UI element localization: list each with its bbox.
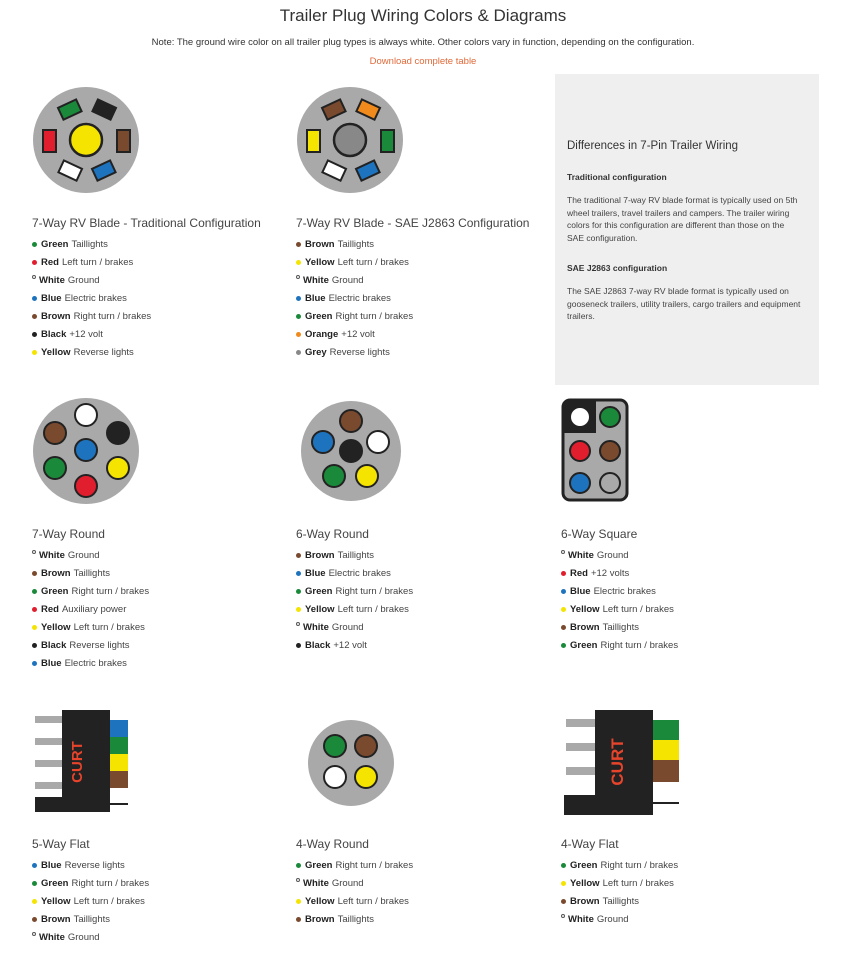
black-wire-dot	[32, 643, 37, 648]
curt-logo: CURT	[69, 741, 86, 783]
blue-wire-dot	[32, 863, 37, 868]
wire-color: Blue	[305, 568, 326, 580]
wire-item	[296, 636, 413, 654]
wire-item	[32, 547, 149, 565]
section-title: 6-Way Square	[561, 527, 638, 541]
wire-function: Taillights	[602, 622, 639, 633]
wire-function: Right turn / brakes	[600, 860, 679, 872]
wire-item	[296, 547, 413, 565]
black-wire-dot	[32, 332, 37, 337]
wire-color: Red	[41, 604, 59, 616]
red-wire-dot	[561, 571, 566, 576]
wire-color: Green	[570, 860, 598, 872]
wire-color: Yellow	[41, 346, 71, 358]
wire-color: White	[303, 878, 329, 890]
section-title: 7-Way Round	[32, 527, 105, 541]
wire-item	[561, 636, 678, 654]
7way-rv-traditional-diagram	[32, 86, 142, 196]
yellow-wire-dot	[32, 625, 37, 630]
wire-item	[561, 547, 678, 565]
wire-item	[296, 236, 413, 254]
yellow-wire-dot	[296, 260, 301, 265]
yellow-wire-dot	[296, 899, 301, 904]
wire-color: Black	[41, 639, 67, 651]
wire-item	[561, 619, 678, 637]
white-wire-marker	[561, 550, 565, 554]
wire-function: Electric brakes	[328, 293, 391, 305]
traditional-text: The traditional 7-way RV blade format is typically used on 5th wheel trailers, travel trailers and campers. The trailer wiring colors for this configuration are different than those on the SAE configuration.	[567, 195, 798, 243]
wire-color: White	[303, 275, 329, 287]
wire-color: White	[39, 550, 65, 562]
wire-color: Brown	[305, 550, 335, 562]
wire-color: Green	[305, 586, 333, 598]
panel-heading: Differences in 7-Pin Trailer Wiring	[567, 140, 739, 152]
wire-color: Black	[305, 639, 331, 651]
wire-function: Taillights	[71, 239, 108, 251]
wire-function: Ground	[67, 550, 100, 562]
blue-wire-dot	[296, 296, 301, 301]
wire-function: Electric brakes	[64, 657, 127, 669]
wire-item	[296, 893, 413, 911]
wire-list	[561, 857, 678, 929]
wire-function: Ground	[67, 932, 100, 943]
wire-item	[32, 272, 151, 290]
7way-rv-sae-diagram	[296, 86, 406, 196]
black-wire-dot	[296, 643, 301, 648]
wire-function: Left turn / brakes	[337, 896, 409, 908]
wire-item	[296, 565, 413, 583]
green-wire-dot	[296, 589, 301, 594]
brown-wire-dot	[561, 625, 566, 630]
wire-color: Yellow	[570, 878, 600, 890]
seven-pin-info-panel	[555, 74, 819, 385]
yellow-wire-dot	[561, 881, 566, 886]
wire-item	[296, 254, 413, 272]
green-wire-dot	[561, 643, 566, 648]
wire-function: Electric brakes	[64, 293, 127, 305]
wire-function: +12 volt	[333, 639, 367, 651]
section-title: 4-Way Flat	[561, 837, 619, 851]
brown-wire-dot	[561, 899, 566, 904]
wire-function: Right turn / brakes	[335, 586, 414, 598]
wire-item	[32, 601, 149, 619]
section-title: 7-Way RV Blade - Traditional Configuration	[32, 216, 261, 230]
4way-flat-diagram	[561, 707, 681, 819]
wire-function: Left turn / brakes	[73, 896, 145, 908]
wire-item	[561, 583, 678, 601]
white-wire-marker	[32, 550, 36, 554]
wire-color: Brown	[41, 914, 71, 926]
wire-item	[32, 254, 151, 272]
traditional-heading: Traditional configuration	[567, 172, 667, 182]
wire-color: Grey	[305, 346, 327, 358]
wire-item	[296, 875, 413, 893]
wire-item	[32, 290, 151, 308]
wire-function: +12 volt	[341, 328, 375, 340]
wire-function: Left turn / brakes	[73, 622, 145, 633]
wire-function: Auxiliary power	[61, 604, 127, 616]
wire-function: Right turn / brakes	[71, 586, 150, 598]
wire-color: Green	[41, 586, 69, 598]
white-wire-marker	[296, 275, 300, 279]
wire-item	[32, 875, 149, 893]
wire-color: Blue	[570, 586, 591, 598]
wire-item	[561, 565, 678, 583]
blue-wire-dot	[32, 296, 37, 301]
6way-round-diagram	[296, 397, 406, 507]
grey-wire-dot	[296, 350, 301, 355]
wire-function: Left turn / brakes	[337, 604, 409, 616]
wire-color: Brown	[41, 311, 71, 322]
wire-function: Taillights	[337, 914, 374, 926]
ground-wire-note: Note: The ground wire color on all trailer plug types is always white. Other colors vary in function, depending on the configuration.	[151, 37, 695, 48]
wire-function: Reverse lights	[329, 346, 390, 358]
red-wire-dot	[32, 607, 37, 612]
wire-color: Green	[41, 878, 69, 890]
sae-heading: SAE J2863 configuration	[567, 263, 668, 273]
wire-function: Ground	[596, 550, 629, 562]
wire-list	[296, 857, 413, 929]
white-wire-marker	[32, 932, 36, 936]
wire-function: Ground	[596, 914, 629, 926]
wire-item	[32, 654, 149, 672]
white-wire-marker	[32, 275, 36, 279]
blue-wire-dot	[561, 589, 566, 594]
wire-color: Green	[305, 860, 333, 872]
wire-color: White	[39, 275, 65, 287]
wire-item	[561, 601, 678, 619]
wire-function: +12 volt	[69, 328, 103, 340]
wire-function: Taillights	[337, 550, 374, 562]
wire-function: Left turn / brakes	[61, 257, 134, 269]
wire-function: Taillights	[602, 896, 639, 908]
brown-wire-dot	[296, 553, 301, 558]
wire-color: Yellow	[305, 257, 335, 269]
wire-function: Ground	[331, 275, 364, 287]
wire-function: Reverse lights	[73, 346, 134, 358]
wire-list	[561, 547, 678, 654]
wire-item	[32, 893, 149, 911]
wire-item	[296, 272, 413, 290]
wire-function: Left turn / brakes	[337, 257, 409, 269]
section-title: 6-Way Round	[296, 527, 369, 541]
brown-wire-dot	[32, 571, 37, 576]
wire-color: White	[39, 932, 65, 943]
wire-item	[561, 911, 678, 929]
green-wire-dot	[296, 863, 301, 868]
wire-item	[296, 911, 413, 929]
wire-item	[561, 893, 678, 911]
brown-wire-dot	[32, 917, 37, 922]
green-wire-dot	[32, 881, 37, 886]
6way-square-diagram	[561, 397, 671, 507]
wire-item	[296, 343, 413, 361]
wire-color: Blue	[41, 657, 62, 669]
section-title: 4-Way Round	[296, 837, 369, 851]
wire-item	[32, 636, 149, 654]
7way-round-diagram	[32, 397, 142, 507]
wire-color: Blue	[305, 293, 326, 305]
4way-round-diagram	[296, 707, 406, 819]
wire-color: Red	[570, 568, 588, 580]
wire-color: Yellow	[41, 622, 71, 633]
wire-item	[296, 290, 413, 308]
wire-item	[296, 601, 413, 619]
wire-function: Taillights	[73, 568, 110, 580]
orange-wire-dot	[296, 332, 301, 337]
page-title: Trailer Plug Wiring Colors & Diagrams	[279, 6, 567, 25]
section-title: 5-Way Flat	[32, 837, 90, 851]
wire-color: Blue	[41, 860, 62, 872]
green-wire-dot	[296, 314, 301, 319]
wire-color: Brown	[570, 622, 600, 633]
5way-flat-diagram	[32, 707, 142, 819]
yellow-wire-dot	[296, 607, 301, 612]
wire-item	[32, 929, 149, 947]
wire-color: Yellow	[305, 604, 335, 616]
green-wire-dot	[32, 589, 37, 594]
wire-function: Ground	[67, 275, 100, 287]
sae-text: The SAE J2863 7-way RV blade format is typically used on gooseneck trailers, utility trailers, cargo trailers and equipment trailers.	[567, 286, 801, 321]
wire-function: Right turn / brakes	[71, 878, 150, 890]
wire-color: Orange	[305, 328, 339, 340]
wire-function: Ground	[331, 878, 364, 890]
wire-color: White	[303, 622, 329, 633]
wire-function: +12 volts	[590, 568, 630, 580]
wire-item	[296, 619, 413, 637]
wire-color: Black	[41, 328, 67, 340]
red-wire-dot	[32, 260, 37, 265]
blue-wire-dot	[296, 571, 301, 576]
wire-function: Reverse lights	[64, 860, 125, 872]
wire-item	[561, 857, 678, 875]
wire-item	[32, 565, 149, 583]
wire-item	[32, 583, 149, 601]
wire-function: Right turn / brakes	[335, 311, 414, 322]
wire-item	[296, 308, 413, 326]
wire-list	[32, 236, 151, 361]
curt-logo: CURT	[608, 738, 627, 786]
wire-color: White	[568, 550, 594, 562]
blue-wire-dot	[32, 661, 37, 666]
wire-list	[296, 547, 413, 654]
wire-item	[32, 619, 149, 637]
wire-color: Brown	[305, 914, 335, 926]
brown-wire-dot	[296, 917, 301, 922]
wire-color: Green	[570, 639, 598, 651]
wire-color: Blue	[41, 293, 62, 305]
wire-color: Brown	[570, 896, 600, 908]
wire-item	[561, 875, 678, 893]
wire-function: Taillights	[73, 914, 110, 926]
wire-color: Yellow	[305, 896, 335, 908]
wire-color: Brown	[41, 568, 71, 580]
wire-list	[32, 857, 149, 946]
yellow-wire-dot	[32, 899, 37, 904]
wire-color: Red	[41, 257, 59, 269]
wire-function: Electric brakes	[328, 568, 391, 580]
yellow-wire-dot	[32, 350, 37, 355]
wire-color: Green	[41, 239, 69, 251]
wire-function: Left turn / brakes	[602, 604, 674, 616]
wire-color: White	[568, 914, 594, 926]
wire-function: Right turn / brakes	[73, 311, 152, 322]
wire-item	[32, 343, 151, 361]
wire-item	[296, 325, 413, 343]
wire-color: Green	[305, 311, 333, 322]
wire-list	[296, 236, 413, 361]
section-title: 7-Way RV Blade - SAE J2863 Configuration	[296, 216, 530, 230]
white-wire-marker	[296, 878, 300, 882]
white-wire-marker	[296, 622, 300, 626]
wire-color: Brown	[305, 239, 335, 251]
wire-item	[296, 857, 413, 875]
wire-function: Right turn / brakes	[335, 860, 414, 872]
wire-item	[32, 911, 149, 929]
wire-item	[32, 308, 151, 326]
wire-function: Electric brakes	[593, 586, 656, 598]
green-wire-dot	[561, 863, 566, 868]
wire-item	[32, 236, 151, 254]
wire-item	[32, 325, 151, 343]
brown-wire-dot	[296, 242, 301, 247]
wire-item	[296, 583, 413, 601]
wire-color: Yellow	[570, 604, 600, 616]
wire-function: Taillights	[337, 239, 374, 251]
download-table-link[interactable]: Download complete table	[369, 56, 477, 67]
wire-list	[32, 547, 149, 672]
yellow-wire-dot	[561, 607, 566, 612]
brown-wire-dot	[32, 314, 37, 319]
wire-color: Yellow	[41, 896, 71, 908]
white-wire-marker	[561, 914, 565, 918]
wire-item	[32, 857, 149, 875]
wire-function: Ground	[331, 622, 364, 633]
wire-function: Reverse lights	[69, 639, 130, 651]
green-wire-dot	[32, 242, 37, 247]
wire-function: Right turn / brakes	[600, 639, 679, 651]
wire-function: Left turn / brakes	[602, 878, 674, 890]
